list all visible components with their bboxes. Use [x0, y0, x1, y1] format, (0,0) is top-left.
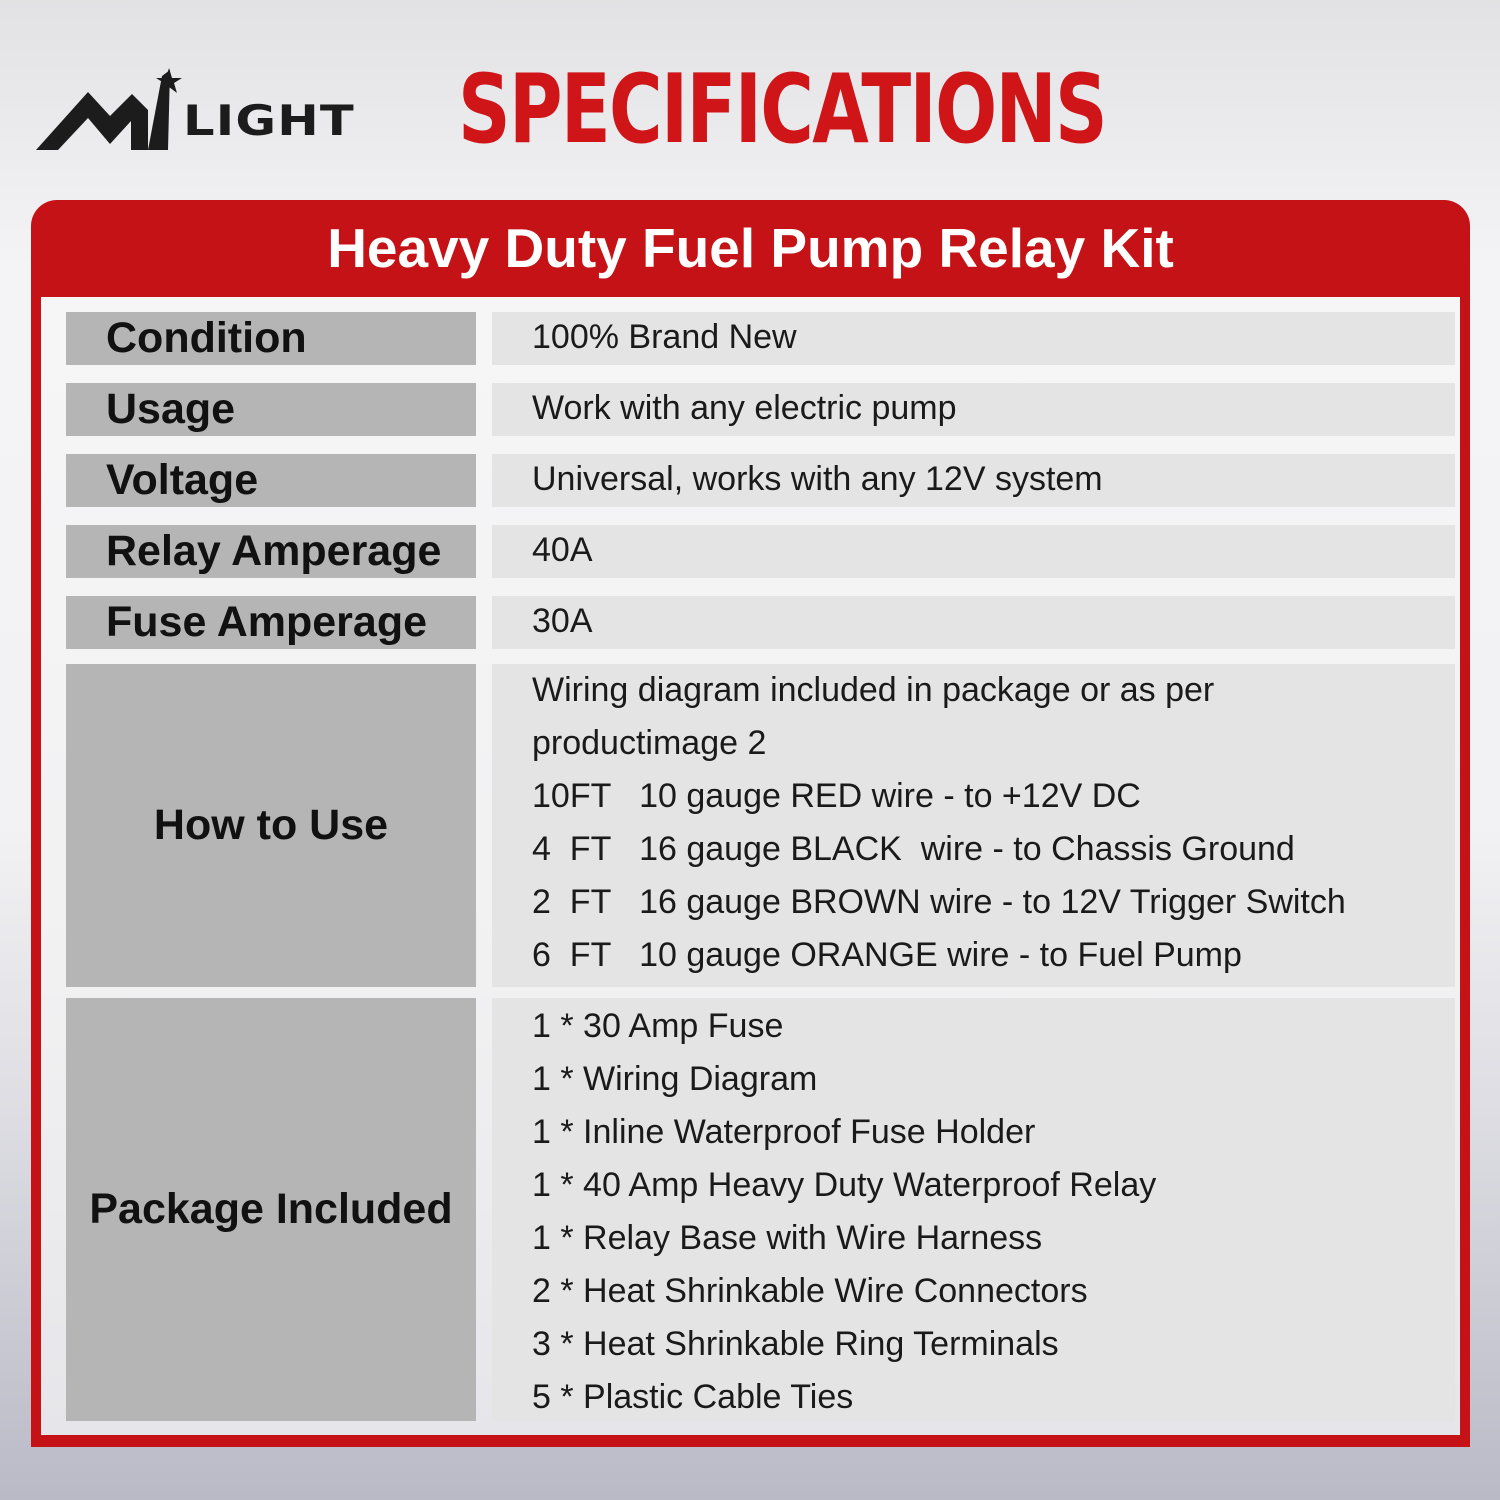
package-item: 1 * 30 Amp Fuse [532, 1007, 784, 1045]
package-included-label: Package Included [66, 998, 476, 1421]
fuse-amperage-value: 30A [492, 596, 1455, 649]
condition-value: 100% Brand New [492, 312, 1455, 365]
spec-table [41, 297, 1460, 1435]
package-item: 1 * 40 Amp Heavy Duty Waterproof Relay [532, 1166, 1157, 1204]
package-item: 2 * Heat Shrinkable Wire Connectors [532, 1272, 1088, 1310]
brand-name: LIGHT [183, 96, 355, 145]
package-item: 1 * Inline Waterproof Fuse Holder [532, 1113, 1036, 1151]
relay-amperage-value: 40A [492, 525, 1455, 578]
page-title: SPECIFICATIONS [458, 53, 1106, 165]
how-to-use-line: 10FT 10 gauge RED wire - to +12V DC [532, 777, 1141, 815]
package-included-value [492, 998, 1455, 1421]
condition-label: Condition [66, 312, 476, 365]
how-to-use-label: How to Use [66, 664, 476, 987]
voltage-value: Universal, works with any 12V system [492, 454, 1455, 507]
voltage-label: Voltage [66, 454, 476, 507]
how-to-use-line: 6 FT 10 gauge ORANGE wire - to Fuel Pump [532, 936, 1242, 974]
panel-title: Heavy Duty Fuel Pump Relay Kit [327, 217, 1174, 279]
relay-amperage-label: Relay Amperage [66, 525, 476, 578]
fuse-amperage-label: Fuse Amperage [66, 596, 476, 649]
how-to-use-line: productimage 2 [532, 724, 767, 762]
how-to-use-line: Wiring diagram included in package or as per [532, 671, 1215, 709]
how-to-use-value [492, 664, 1455, 987]
how-to-use-line: 2 FT 16 gauge BROWN wire - to 12V Trigger Switch [532, 883, 1346, 921]
mountain-logo-icon [36, 66, 196, 156]
package-item: 1 * Wiring Diagram [532, 1060, 818, 1098]
how-to-use-line: 4 FT 16 gauge BLACK wire - to Chassis Ground [532, 830, 1295, 868]
spec-panel [31, 200, 1470, 1447]
usage-label: Usage [66, 383, 476, 436]
package-item: 3 * Heat Shrinkable Ring Terminals [532, 1325, 1059, 1363]
usage-value: Work with any electric pump [492, 383, 1455, 436]
package-item: 1 * Relay Base with Wire Harness [532, 1219, 1043, 1257]
package-item: 5 * Plastic Cable Ties [532, 1378, 854, 1416]
